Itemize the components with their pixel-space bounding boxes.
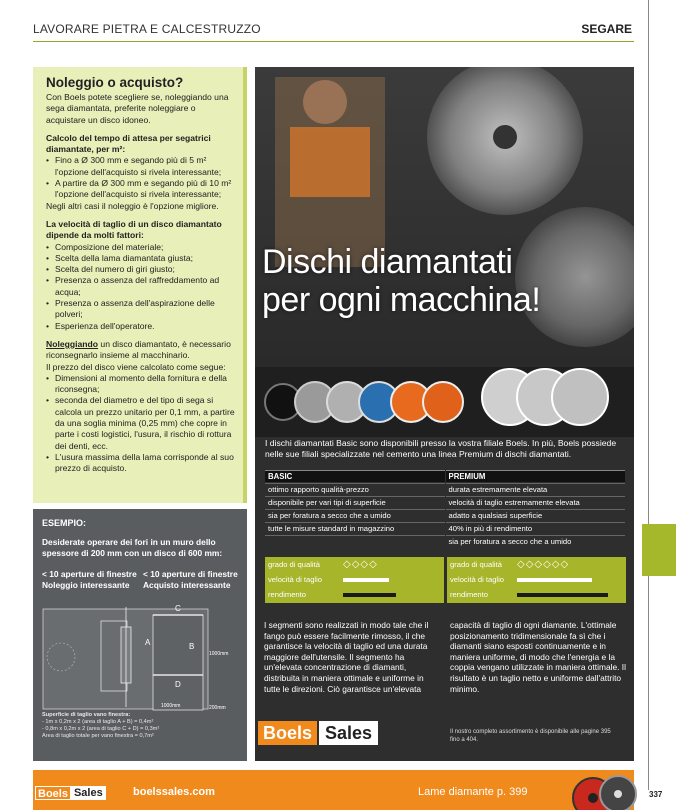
premium-cell: sia per foratura a secco che a umido bbox=[446, 535, 626, 547]
page-number: 337 bbox=[649, 790, 663, 799]
rent-text: un disco diamantato, è necessario riconsegnarlo insieme al macchinario. bbox=[46, 338, 231, 361]
speed-item: • Esperienza dell'operatore. bbox=[46, 321, 235, 332]
premium-cell: velocità di taglio estremamente elevata bbox=[446, 496, 626, 508]
footnote-line: Area di taglio totale per vano finestra = 0,7m² bbox=[42, 733, 154, 739]
speed-item: • Composizione del materiale; bbox=[46, 242, 235, 253]
premium-rating-panel bbox=[447, 557, 626, 603]
page-footer bbox=[33, 770, 634, 810]
assortment-note: Il nostro completo assortimento è disponibile alle pagine 395 fino a 404. bbox=[450, 729, 611, 743]
rating-label-yield: rendimento bbox=[268, 590, 306, 599]
premium-quality-diamonds: ◇◇◇◇◇◇ bbox=[517, 559, 570, 570]
rent-paragraph bbox=[46, 339, 235, 362]
basic-speed-bar bbox=[343, 578, 389, 582]
basic-cell: disponibile per vari tipi di superficie bbox=[265, 496, 445, 508]
body-text-left: I segmenti sono realizzati in modo tale che il fango può essere facilmente rimosso, il che garantisce la velocità di taglio ed una durata maggiore dell'utensile. Il segmento ha un'elevata concentrazione di diamanti, distribuita in maniera ottimale e uniforme in tutte le direzioni. Ciò garantisce un'elevata bbox=[264, 620, 429, 694]
basic-cell: tutte le misure standard in magazzino bbox=[265, 522, 445, 534]
label-width: 1000mm bbox=[161, 703, 181, 709]
calc-note: Negli altri casi il noleggio è l'opzione migliore. bbox=[46, 200, 219, 211]
example-title: ESEMPIO: bbox=[42, 518, 87, 528]
rating-label-quality: grado di qualità bbox=[450, 560, 502, 569]
basic-rating-panel bbox=[265, 557, 444, 603]
label-a: A bbox=[145, 638, 151, 647]
rating-label-speed: velocità di taglio bbox=[450, 575, 505, 584]
footer-logo-part-2: Sales bbox=[71, 786, 106, 800]
table-header-row bbox=[265, 470, 625, 482]
basic-cell: ottimo rapporto qualità-prezzo bbox=[265, 483, 445, 495]
body-text-right: capacità di taglio di ogni diamante. L'ottimale posizionamento tridimensionale fa sì che i diamanti siano esposti continuamente e in maniera uniforme, di modo che l'energia e la coppia vengano utilizzate in maniera ottimale. Il risultato è un taglio netto e uniforme dall'attrito minimo. bbox=[450, 620, 626, 694]
example-option-buy: < 10 aperture di finestre Acquisto interessante bbox=[143, 569, 238, 590]
speed-item: • Scelta del numero di giri giusto; bbox=[46, 264, 235, 275]
label-d: D bbox=[175, 680, 181, 689]
header-rule bbox=[33, 41, 634, 42]
comparison-table bbox=[264, 469, 626, 548]
logo-part-2: Sales bbox=[319, 721, 378, 745]
premium-cell: 40% in più di rendimento bbox=[446, 522, 626, 534]
rent-or-buy-intro: Con Boels potete scegliere se, noleggiando una sega diamantata, preferite noleggiare o acquistare un disco idoneo. bbox=[46, 92, 229, 125]
table-row bbox=[265, 535, 625, 547]
speed-item: • Scelta della lama diamantata giusta; bbox=[46, 253, 235, 264]
premium-cell: durata estremamente elevata bbox=[446, 483, 626, 495]
label-height: 1000mm bbox=[209, 651, 229, 657]
example-footnote bbox=[42, 712, 242, 740]
footer-website-link[interactable]: boelssales.com bbox=[133, 786, 215, 798]
label-c: C bbox=[175, 604, 181, 613]
basic-cell bbox=[265, 535, 445, 547]
premium-header: PREMIUM bbox=[446, 470, 626, 482]
rating-label-speed: velocità di taglio bbox=[268, 575, 323, 584]
intro-text: I dischi diamantati Basic sono disponibili presso la vostra filiale Boels. In più, Boels possiede nelle sue filiali specializzate nel cemento una linea Premium di dischi diamantati. bbox=[265, 438, 617, 459]
premium-speed-bar bbox=[517, 578, 592, 582]
footnote-line: - 0,8m x 0,2m x 2 (area di taglio C + D) = 0,3m² bbox=[42, 726, 160, 732]
headline-line-2: per ogni macchina! bbox=[262, 281, 541, 319]
rating-label-quality: grado di qualità bbox=[268, 560, 320, 569]
rent-or-buy-title: Noleggio o acquisto? bbox=[46, 75, 184, 90]
calc-title: Calcolo del tempo di attesa per segatrici diamantate, per m²: bbox=[46, 132, 211, 155]
speed-list bbox=[46, 242, 235, 332]
premium-yield-bar bbox=[517, 593, 608, 597]
example-box bbox=[33, 509, 247, 761]
label-depth: 200mm bbox=[209, 705, 226, 711]
footnote-title: Superficie di taglio vano finestra: bbox=[42, 712, 131, 718]
table-row bbox=[265, 483, 625, 495]
boels-sales-logo bbox=[258, 721, 378, 745]
example-option-rent: < 10 aperture di finestre Noleggio interessante bbox=[42, 569, 137, 590]
footer-disc-image bbox=[568, 770, 638, 810]
price-item: • seconda del diametro e del tipo di sega si calcola un prezzo unitario per 0,1 mm, a partire da una soglia minima (0,25 mm) che copre in parte i costi logistici, l'usura, il rischio di rottura dei denti, ecc. bbox=[46, 395, 235, 451]
calc-list bbox=[46, 155, 235, 200]
premium-cell: adatto a qualsiasi superficie bbox=[446, 509, 626, 521]
speed-title: La velocità di taglio di un disco diamantato dipende da molti fattori: bbox=[46, 218, 222, 241]
headline-line-1: Dischi diamantati bbox=[262, 243, 513, 281]
rating-label-yield: rendimento bbox=[450, 590, 488, 599]
speed-item: • Presenza o assenza dell'aspirazione delle polveri; bbox=[46, 298, 235, 321]
price-item: • L'usura massima della lama corrisponde al suo prezzo di acquisto. bbox=[46, 452, 235, 475]
hero-headline bbox=[262, 243, 540, 319]
rent-or-buy-box bbox=[33, 67, 247, 503]
example-description: Desiderate operare dei fori in un muro dello spessore di 200 mm con un disco di 600 mm: bbox=[42, 537, 223, 558]
section-tab-marker bbox=[642, 524, 676, 576]
basic-yield-bar bbox=[343, 593, 396, 597]
basic-quality-diamonds: ◇◇◇◇ bbox=[343, 559, 378, 570]
label-b: B bbox=[189, 642, 195, 651]
rent-lead: Noleggiando bbox=[46, 338, 99, 349]
table-row bbox=[265, 509, 625, 521]
logo-part-1: Boels bbox=[258, 721, 317, 745]
table-row bbox=[265, 522, 625, 534]
price-list bbox=[46, 373, 235, 475]
price-text: Il prezzo del disco viene calcolato come segue: bbox=[46, 361, 226, 372]
calc-item: • Fino a Ø 300 mm e segando più di 5 m² l'opzione dell'acquisto si rivela interessante; bbox=[46, 155, 235, 178]
wall-diagram bbox=[33, 597, 247, 712]
footer-logo bbox=[35, 786, 106, 800]
speed-item: • Presenza o assenza del raffreddamento ad acqua; bbox=[46, 275, 235, 298]
window-opening bbox=[153, 615, 203, 710]
footnote-line: - 1m x 0,2m x 2 (area di taglio A + B) = 0,4m² bbox=[42, 719, 154, 725]
basic-header: BASIC bbox=[265, 470, 445, 482]
category-title: SEGARE bbox=[581, 22, 632, 36]
calc-item: • A partire da Ø 300 mm e segando più di 10 m² l'opzione dell'acquisto si rivela interessante; bbox=[46, 178, 235, 201]
section-title: LAVORARE PIETRA E CALCESTRUZZO bbox=[33, 22, 261, 36]
footer-page-reference: Lame diamante p. 399 bbox=[418, 786, 528, 798]
basic-cell: sia per foratura a secco che a umido bbox=[265, 509, 445, 521]
table-row bbox=[265, 496, 625, 508]
price-item: • Dimensioni al momento della fornitura e della riconsegna; bbox=[46, 373, 235, 396]
page-edge-line bbox=[648, 0, 649, 790]
footer-logo-part-1: Boels bbox=[35, 786, 71, 800]
